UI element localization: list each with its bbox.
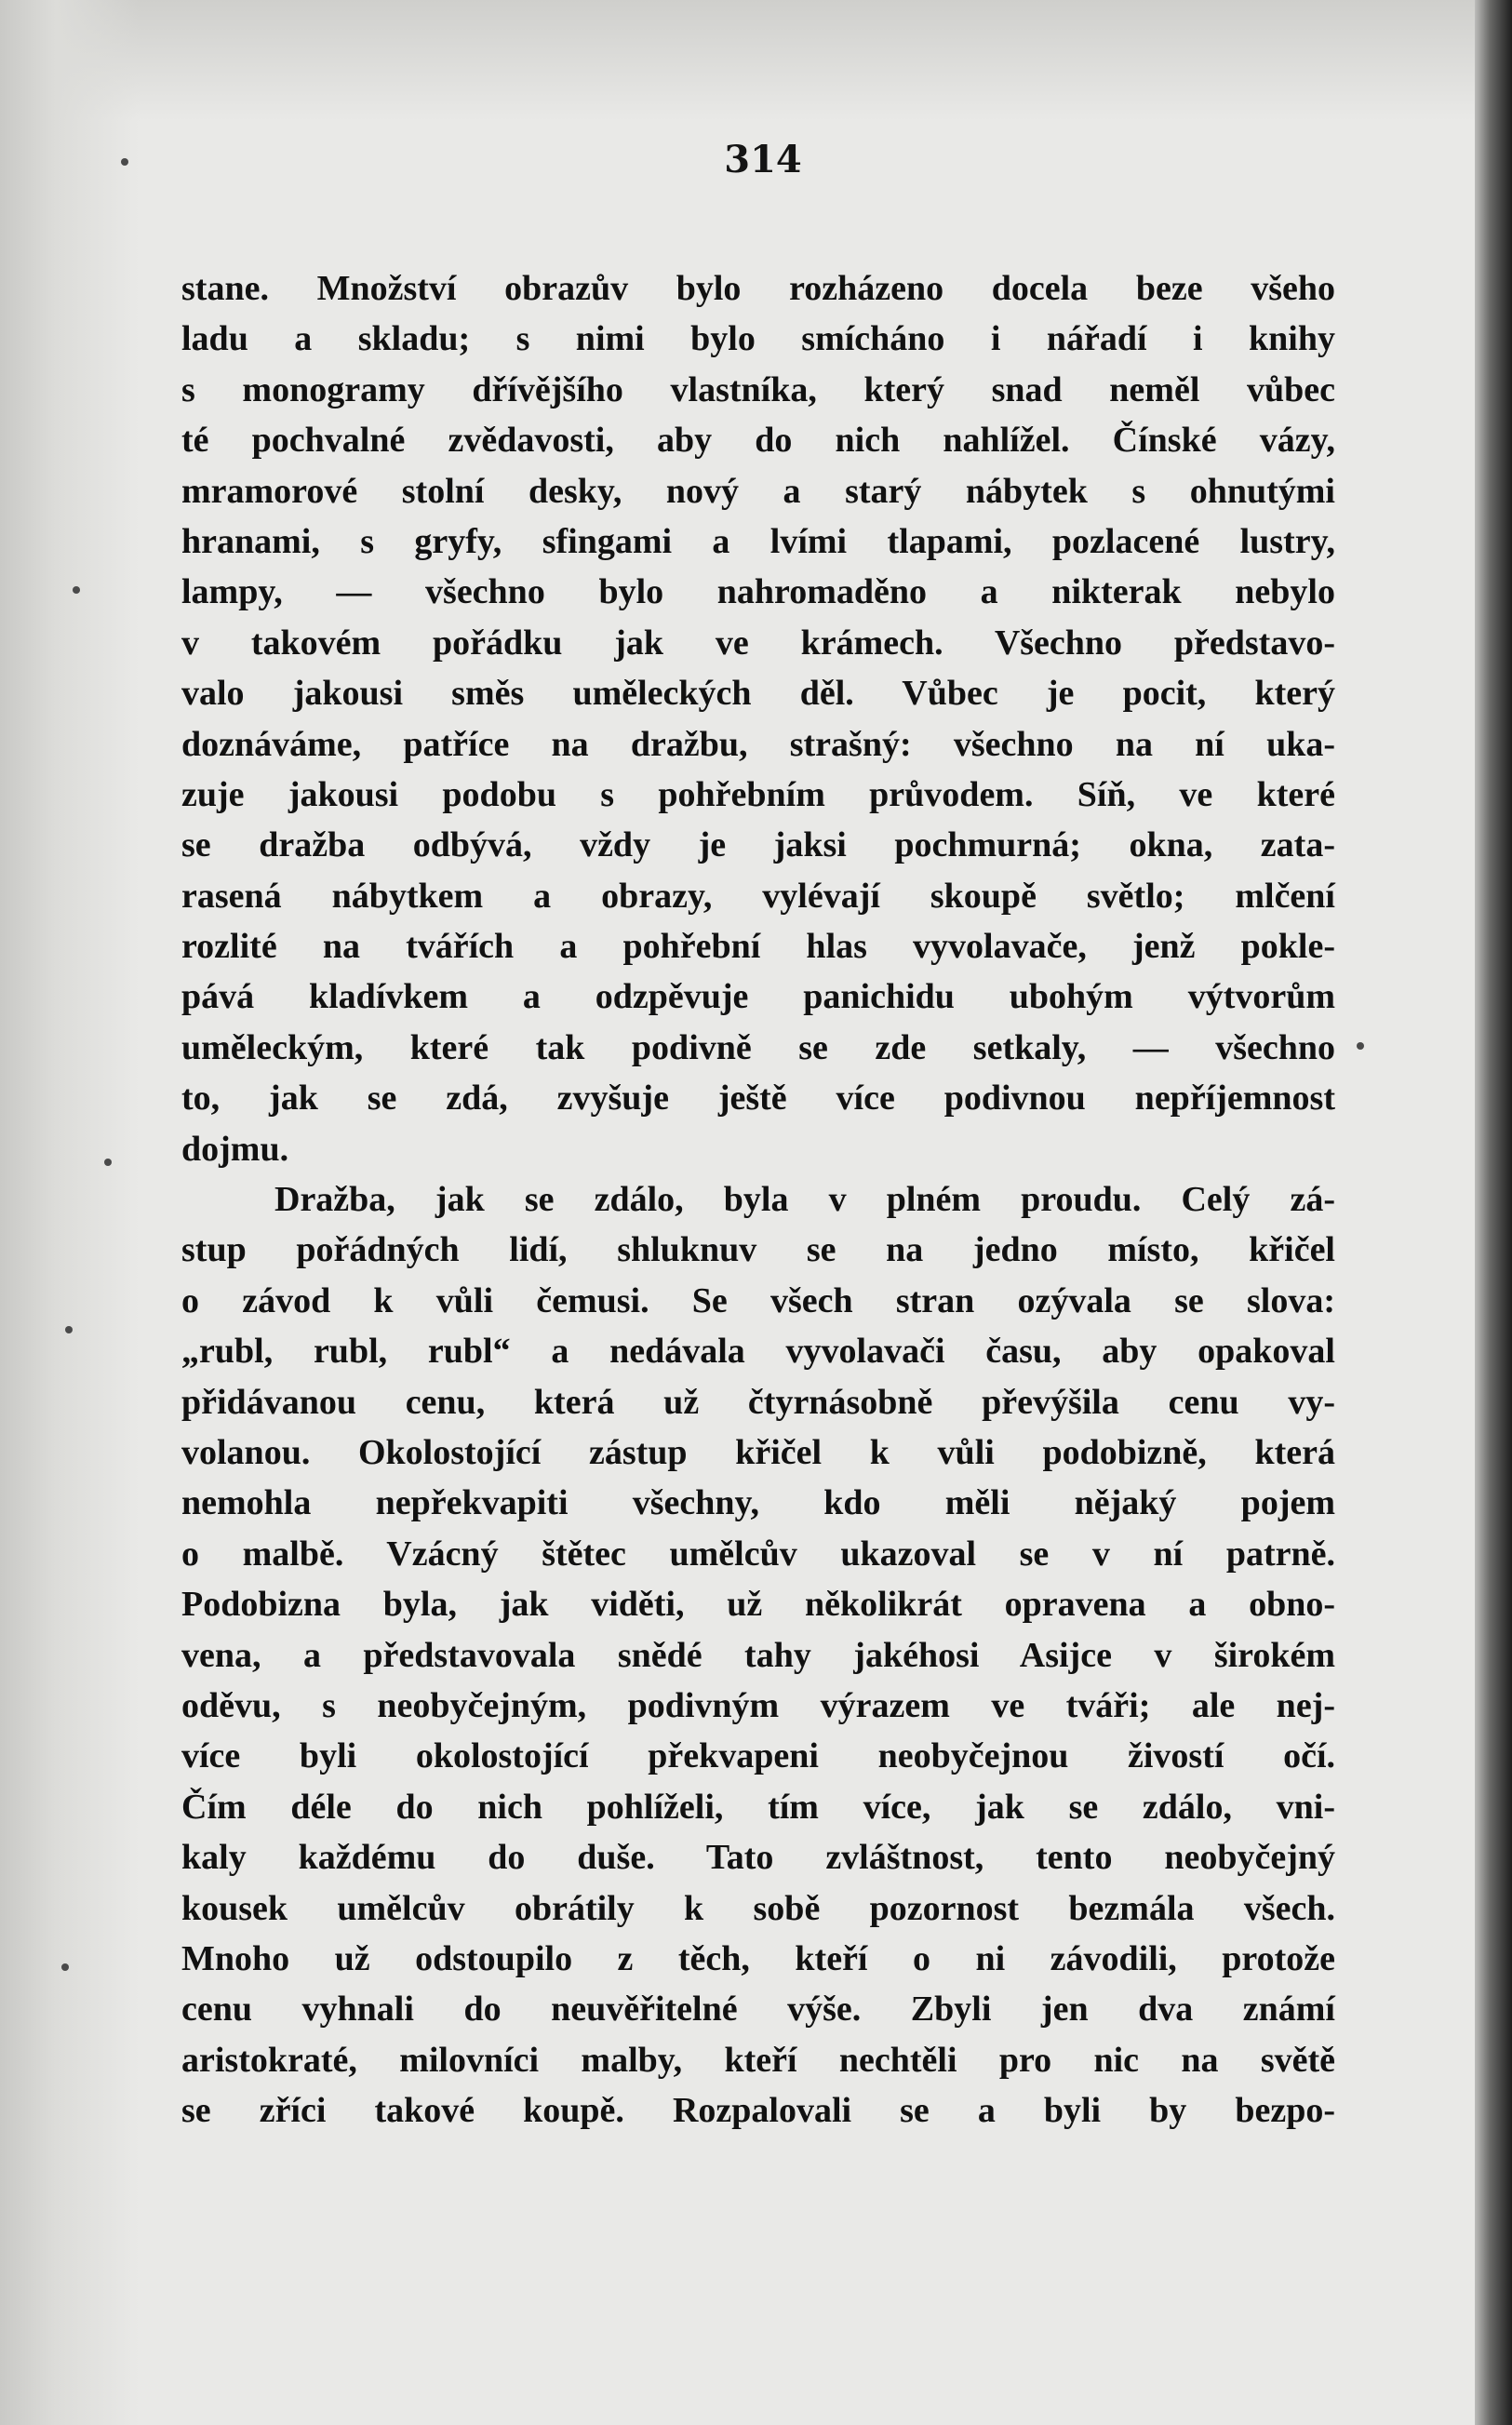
text-line: Mnoho už odstoupilo z těch, kteří o ni závodili, protože	[181, 1938, 1335, 1978]
text-line: té pochvalné zvědavosti, aby do nich nahlížel. Čínské vázy,	[181, 421, 1335, 461]
text-line: pává kladívkem a odzpěvuje panichidu ubohým výtvorům	[181, 977, 1335, 1017]
text-line: o závod k vůli čemusi. Se všech stran ozývala se slova:	[181, 1280, 1335, 1320]
scan-speck	[73, 586, 80, 594]
page-left-edge-shading	[0, 0, 140, 2425]
text-line: stane. Množství obrazův bylo rozházeno docela beze všeho	[181, 269, 1335, 308]
text-line: o malbě. Vzácný štětec umělcův ukazoval se v ní patrně.	[181, 1534, 1335, 1574]
scan-speck	[61, 1963, 69, 1971]
text-line: Podobizna byla, jak viděti, už několikrát opravena a obno-	[181, 1585, 1335, 1625]
text-line: cenu vyhnali do neuvěřitelné výše. Zbyli jen dva známí	[181, 1990, 1335, 2030]
text-line: dojmu.	[181, 1129, 289, 1169]
scan-speck	[104, 1159, 112, 1166]
text-line: stup pořádných lidí, shluknuv se na jedno místo, křičel	[181, 1230, 1335, 1270]
text-line: Dražba, jak se zdálo, byla v plném proudu. Celý zá-	[274, 1180, 1335, 1220]
text-line: s monogramy dřívějšího vlastníka, který snad neměl vůbec	[181, 369, 1335, 409]
page-top-edge-shading	[0, 0, 1512, 121]
text-line: v takovém pořádku jak ve krámech. Všechno představo-	[181, 623, 1335, 663]
text-line: kaly každému do duše. Tato zvláštnost, tento neobyčejný	[181, 1838, 1335, 1878]
scan-speck	[121, 158, 128, 166]
scan-speck	[1357, 1042, 1364, 1050]
text-line: rozlité na tvářích a pohřební hlas vyvolavače, jenž pokle-	[181, 927, 1335, 967]
text-line: hranami, s gryfy, sfingami a lvími tlapami, pozlacené lustry,	[181, 521, 1335, 561]
text-line: volanou. Okolostojící zástup křičel k vůli podobizně, která	[181, 1432, 1335, 1472]
text-line: to, jak se zdá, zvyšuje ještě více podivnou nepříjemnost	[181, 1079, 1335, 1119]
text-line: se dražba odbývá, vždy je jaksi pochmurná; okna, zata-	[181, 825, 1335, 865]
text-line: kousek umělcův obrátily k sobě pozornost bezmála všech.	[181, 1888, 1335, 1928]
text-line: zuje jakousi podobu s pohřebním průvodem. Síň, ve které	[181, 774, 1335, 814]
text-line: uměleckým, které tak podivně se zde setkaly, — všechno	[181, 1027, 1335, 1067]
page-binding-shadow	[1475, 0, 1512, 2425]
text-line: rasená nábytkem a obrazy, vylévají skoupě světlo; mlčení	[181, 876, 1335, 916]
page-number: 314	[724, 138, 802, 181]
scan-speck	[65, 1326, 73, 1333]
text-line: Čím déle do nich pohlíželi, tím více, jak se zdálo, vni-	[181, 1787, 1335, 1827]
text-line: mramorové stolní desky, nový a starý nábytek s ohnutými	[181, 471, 1335, 511]
body-text	[181, 263, 1335, 2136]
text-line: lampy, — všechno bylo nahromaděno a nikterak nebylo	[181, 572, 1335, 612]
text-line: nemohla nepřekvapiti všechny, kdo měli nějaký pojem	[181, 1483, 1335, 1523]
text-line: více byli okolostojící překvapeni neobyčejnou živostí očí.	[181, 1736, 1335, 1776]
text-line: aristokraté, milovníci malby, kteří nechtěli pro nic na světě	[181, 2040, 1335, 2080]
text-line: přidávanou cenu, která už čtyrnásobně převýšila cenu vy-	[181, 1382, 1335, 1422]
text-line: valo jakousi směs uměleckých děl. Vůbec je pocit, který	[181, 674, 1335, 714]
text-line: „rubl, rubl, rubl“ a nedávala vyvolavači času, aby opakoval	[181, 1332, 1335, 1372]
text-line: doznáváme, patříce na dražbu, strašný: všechno na ní uka-	[181, 724, 1335, 764]
text-line: se zříci takové koupě. Rozpalovali se a byli by bezpo-	[181, 2091, 1335, 2131]
text-line: vena, a představovala snědé tahy jakéhosi Asijce v širokém	[181, 1635, 1335, 1675]
text-line: oděvu, s neobyčejným, podivným výrazem ve tváři; ale nej-	[181, 1685, 1335, 1725]
text-line: ladu a skladu; s nimi bylo smícháno i nářadí i knihy	[181, 319, 1335, 359]
